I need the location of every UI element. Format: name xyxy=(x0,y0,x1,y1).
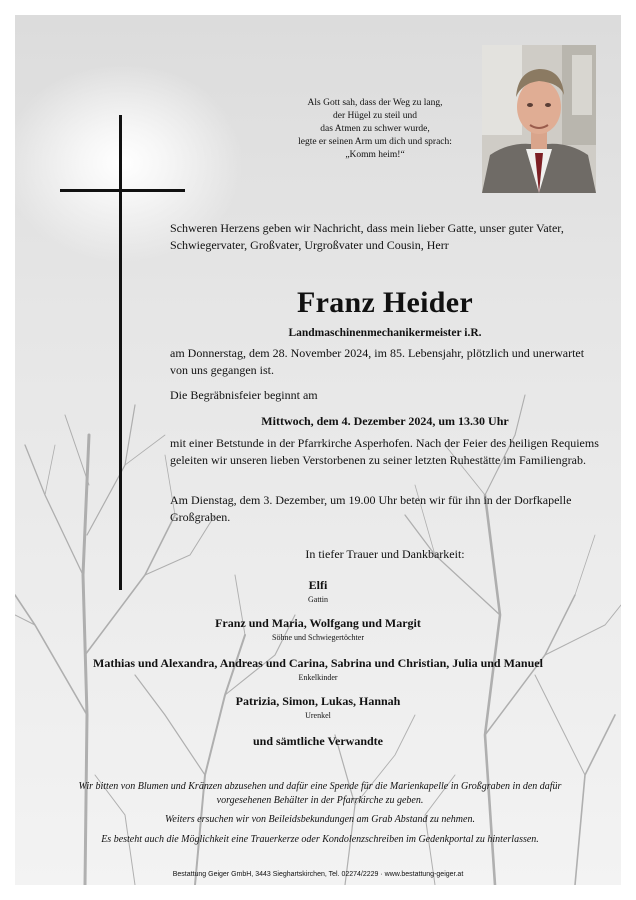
portrait-photo xyxy=(482,45,596,193)
relatives-line: und sämtliche Verwandte xyxy=(252,734,383,748)
footnote: Weiters ersuchen wir von Beileidsbekundungen am Grab Abstand zu nehmen. xyxy=(165,814,475,825)
poem-line: Als Gott sah, dass der Weg zu lang, xyxy=(307,98,443,108)
footnote: Es besteht auch die Möglichkeit eine Trauerkerze oder Kondolenzschreiben im Gedenkportal zu hinterlassen. xyxy=(101,833,539,845)
mourner-names: Mathias und Alexandra, Andreas und Carina, Sabrina und Christian, Julia und Manuel xyxy=(93,656,543,670)
poem-line: legte er seinen Arm um dich und sprach: xyxy=(298,137,452,147)
mourner-names: Elfi xyxy=(308,578,328,592)
mourner-relation: Gattin xyxy=(308,595,328,604)
mourner-names: Franz und Maria, Wolfgang und Margit xyxy=(215,616,421,630)
poem-line: „Komm heim!“ xyxy=(345,150,405,160)
footnote: Wir bitten von Blumen und Kränzen abzusehen und dafür eine Spende für die Marienkapelle in Großgraben in den dafür vorgesehenen Behälter in der Pfarrkirche zu geben. xyxy=(78,781,562,806)
obituary-card xyxy=(15,15,621,885)
mourning-intro: In tiefer Trauer und Dankbarkeit: xyxy=(305,547,465,561)
mourner-relation: Urenkel xyxy=(305,711,331,720)
footnotes xyxy=(75,780,565,852)
funeral-intro: Die Begräbnisfeier beginnt am xyxy=(170,388,318,402)
deceased-name: Franz Heider xyxy=(296,286,474,319)
funeral-text: mit einer Betstunde in der Pfarrkirche Asperhofen. Nach der Feier des heiligen Requiems geleiten wir unseren lieben Verstorbenen zu seiner letzten Ruhestätte im Familiengrab. xyxy=(170,436,599,467)
undertaker-footer: Bestattung Geiger GmbH, 3443 Sieghartskirchen, Tel. 02274/2229 · www.bestattung-geiger.at xyxy=(172,871,464,878)
death-text: am Donnerstag, dem 28. November 2024, im 85. Lebensjahr, plötzlich und unerwartet von uns gegangen ist. xyxy=(170,346,585,377)
deceased-profession: Landmaschinenmechanikermeister i.R. xyxy=(288,327,482,339)
poem-line: das Atmen zu schwer wurde, xyxy=(320,124,430,134)
funeral-date: Mittwoch, dem 4. Dezember 2024, um 13.30 Uhr xyxy=(261,414,509,428)
poem xyxy=(265,97,485,162)
announcement-intro: Schweren Herzens geben wir Nachricht, dass mein lieber Gatte, unser guter Vater, Schwiegervater, Großvater, Urgroßvater und Cousin, Herr xyxy=(170,221,564,252)
cross-horizontal-beam xyxy=(60,189,185,192)
cross-vertical-beam xyxy=(119,115,122,590)
mourner-relation: Enkelkinder xyxy=(298,673,338,682)
poem-line: der Hügel zu steil und xyxy=(333,111,417,121)
prayer-text: Am Dienstag, dem 3. Dezember, um 19.00 Uhr beten wir für ihn in der Dorfkapelle Großgraben. xyxy=(170,493,572,524)
mourner-relation: Söhne und Schwiegertöchter xyxy=(272,633,364,642)
mourner-names: Patrizia, Simon, Lukas, Hannah xyxy=(235,694,401,708)
